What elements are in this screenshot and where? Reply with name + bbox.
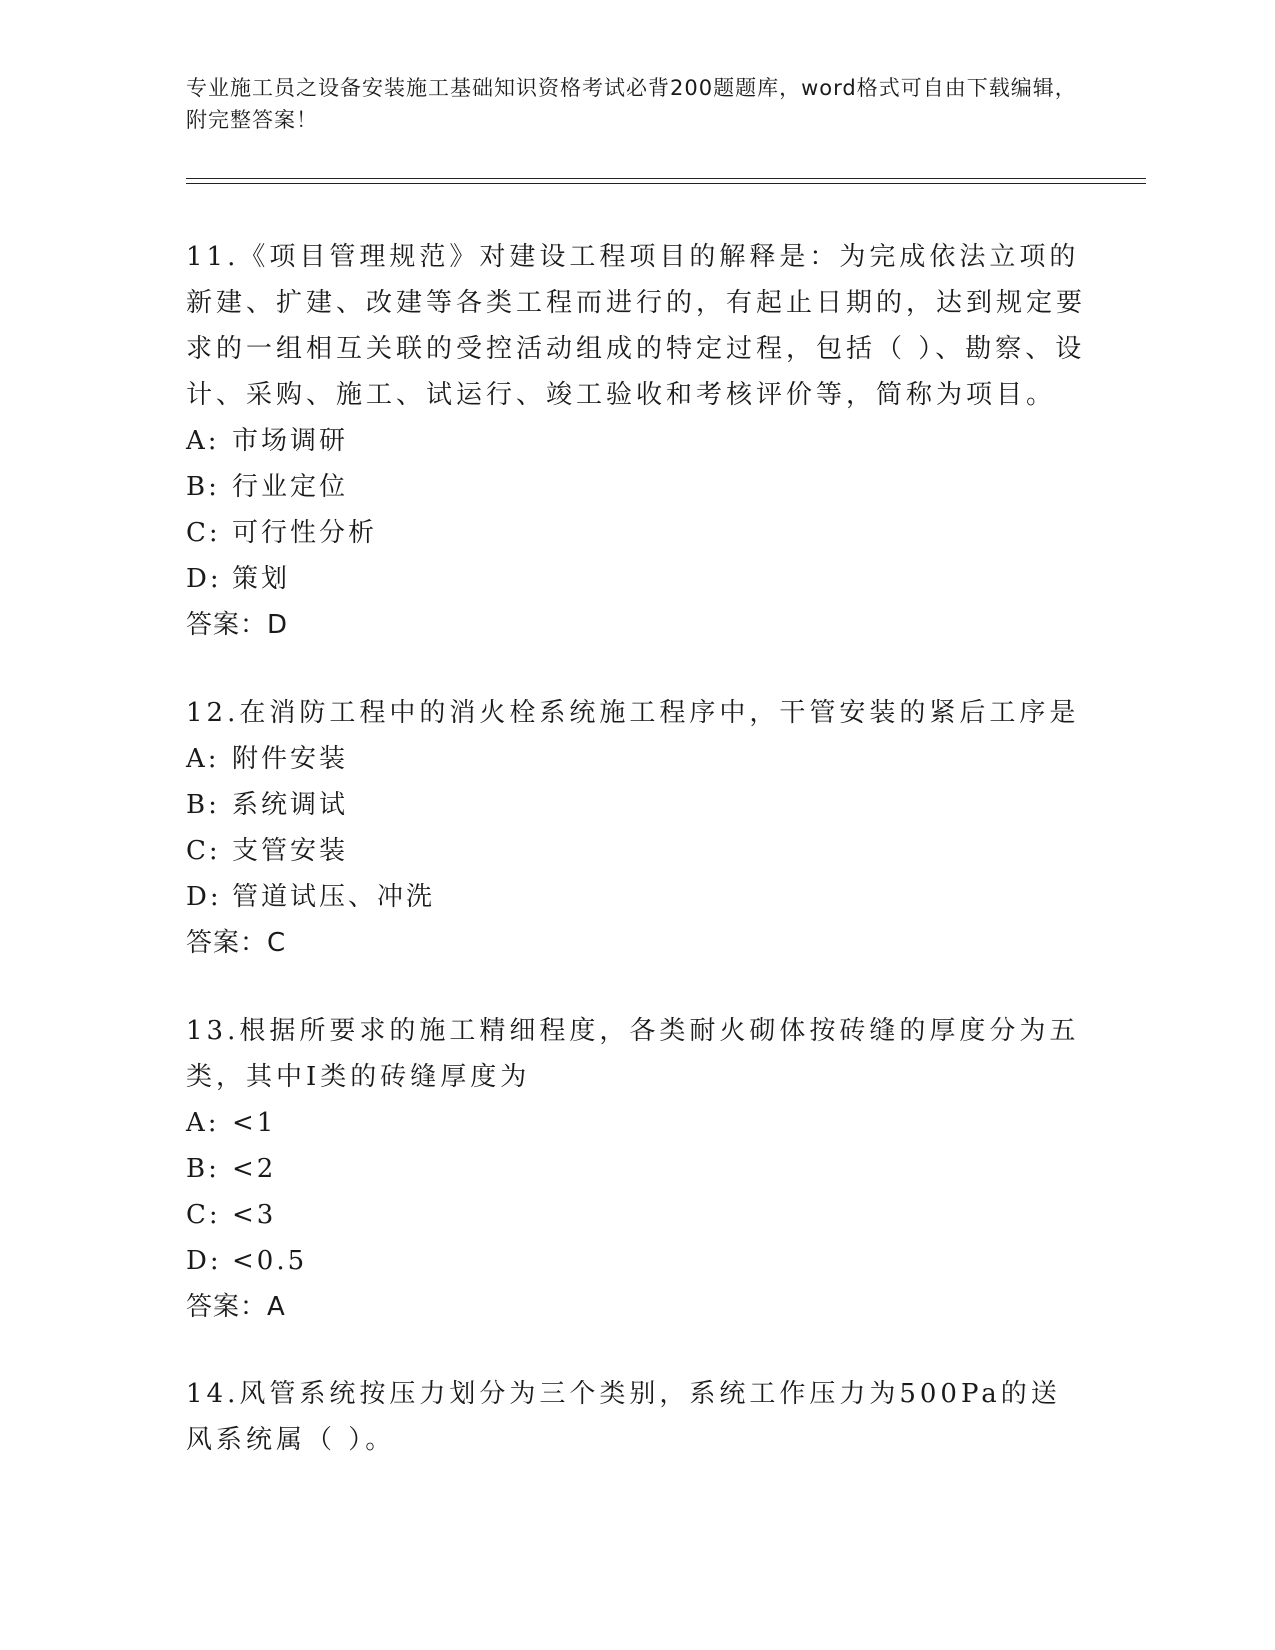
answer: 答案：D	[186, 610, 289, 640]
option-d	[186, 1238, 1086, 1284]
option-key: A:	[186, 1108, 220, 1138]
option-text: 管道试压、冲洗	[232, 882, 436, 912]
header-divider-bottom	[186, 183, 1146, 184]
question-text: 13.根据所要求的施工精细程度，各类耐火砌体按砖缝的厚度分为五类，其中Ⅰ类的砖缝厚度为	[186, 1016, 1080, 1092]
option-a	[186, 736, 1086, 782]
option-key: B:	[186, 472, 220, 502]
answer: 答案：A	[186, 1292, 286, 1322]
option-b	[186, 782, 1086, 828]
option-text: 系统调试	[232, 790, 349, 820]
question-13	[186, 1008, 1086, 1330]
question-14	[186, 1371, 1086, 1463]
option-c	[186, 1192, 1086, 1238]
header-divider-top	[186, 178, 1146, 179]
option-key: A:	[186, 744, 220, 774]
option-d	[186, 874, 1086, 920]
option-text: 附件安装	[232, 744, 349, 774]
question-11	[186, 234, 1086, 648]
option-text: <0.5	[232, 1246, 308, 1276]
option-text: <3	[232, 1200, 277, 1230]
answer: 答案：C	[186, 928, 287, 958]
option-key: A:	[186, 426, 220, 456]
option-key: D:	[186, 882, 222, 912]
option-key: D:	[186, 1246, 222, 1276]
option-c	[186, 828, 1086, 874]
option-text: 行业定位	[232, 472, 349, 502]
option-key: C:	[186, 1200, 221, 1230]
question-text: 11.《项目管理规范》对建设工程项目的解释是：为完成依法立项的新建、扩建、改建等各类工程而进行的，有起止日期的，达到规定要求的一组相互关联的受控活动组成的特定过程，包括（ ）、勘察、设计、采购、施工、试运行、竣工验收和考核评价等，简称为项目。	[186, 242, 1087, 410]
option-key: B:	[186, 790, 220, 820]
option-a	[186, 418, 1086, 464]
option-text: <2	[232, 1154, 277, 1184]
document-header: 专业施工员之设备安装施工基础知识资格考试必背200题题库，word格式可自由下载编辑，附完整答案！	[186, 76, 1077, 132]
option-c	[186, 510, 1086, 556]
question-12	[186, 690, 1086, 966]
option-text: <1	[232, 1108, 277, 1138]
option-key: C:	[186, 836, 221, 866]
question-text: 14.风管系统按压力划分为三个类别，系统工作压力为500Pa的送风系统属（ ）。	[186, 1379, 1061, 1455]
option-text: 支管安装	[232, 836, 349, 866]
option-key: B:	[186, 1154, 220, 1184]
option-a	[186, 1100, 1086, 1146]
option-text: 可行性分析	[232, 518, 378, 548]
option-d	[186, 556, 1086, 602]
option-text: 市场调研	[232, 426, 349, 456]
option-b	[186, 1146, 1086, 1192]
option-text: 策划	[232, 564, 291, 594]
option-b	[186, 464, 1086, 510]
option-key: D:	[186, 564, 222, 594]
question-text: 12.在消防工程中的消火栓系统施工程序中，干管安装的紧后工序是	[186, 698, 1080, 728]
option-key: C:	[186, 518, 221, 548]
